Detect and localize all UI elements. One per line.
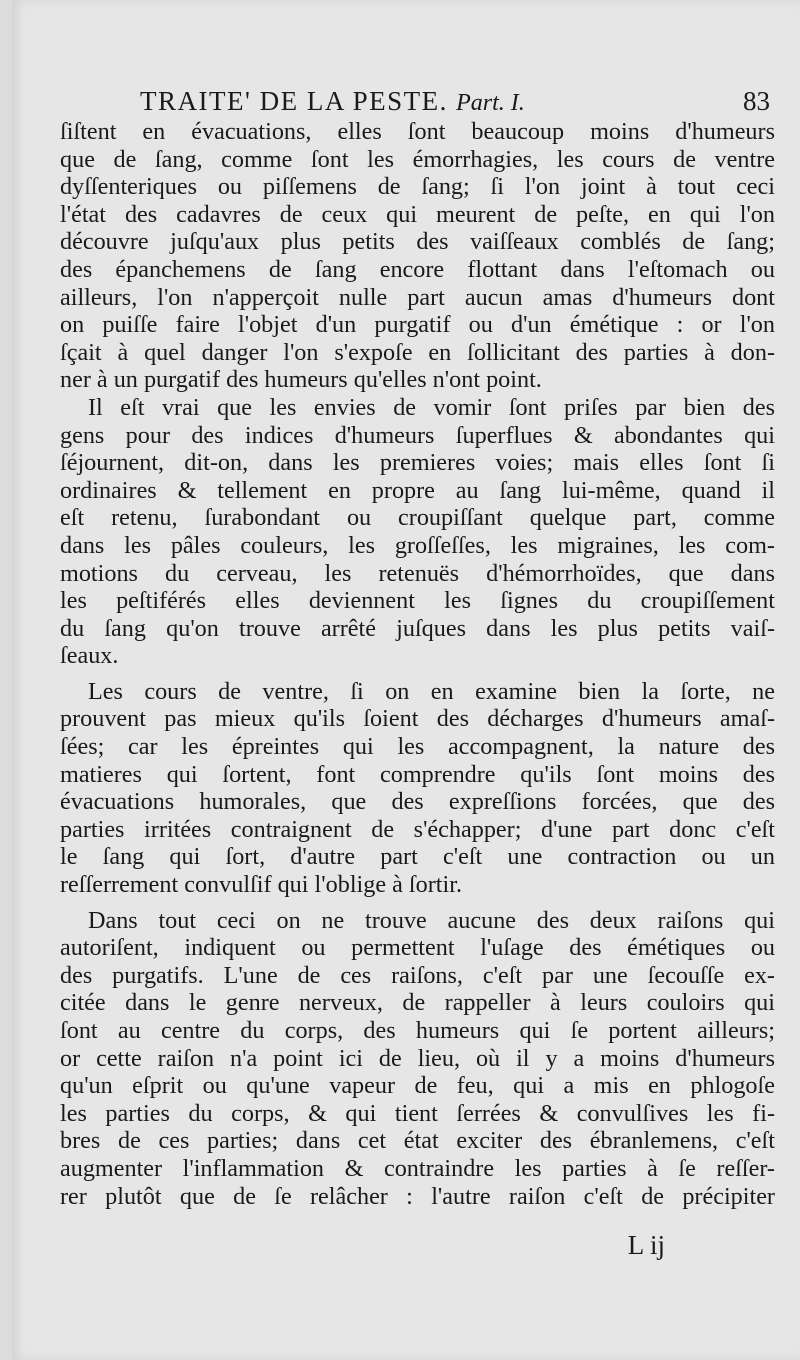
text-line: on puiſſe faire l'objet d'un purgatif ou d'un émétique : or l'on xyxy=(60,311,775,339)
text-line: eſt retenu, ſurabondant ou croupiſſant quelque part, comme xyxy=(60,504,775,532)
running-title xyxy=(140,86,525,117)
text-line: Les cours de ventre, ſi on en examine bien la ſorte, ne xyxy=(88,677,775,705)
text-line: motions du cerveau, les retenuës d'hémorrhoïdes, que dans xyxy=(60,559,775,587)
text-line: les peſtiférés elles deviennent les ſignes du croupiſſement xyxy=(60,587,775,615)
text-line: des épanchemens de ſang encore flottant dans l'eſtomach ou xyxy=(60,255,775,283)
text-line: rer plutôt que de ſe relâcher : l'autre raiſon c'eſt de précipiter xyxy=(60,1182,775,1210)
body-text xyxy=(60,118,775,1210)
text-line: ailleurs, l'on n'apperçoit nulle part aucun amas d'humeurs dont xyxy=(60,283,775,311)
text-line: qu'un eſprit ou qu'une vapeur de feu, qui a mis en phlogoſe xyxy=(60,1072,775,1100)
text-line: dans les pâles couleurs, les groſſeſſes, les migraines, les com- xyxy=(60,531,775,559)
text-line: ner à un purgatif des humeurs qu'elles n'ont point. xyxy=(60,366,542,394)
text-line: évacuations humorales, que des expreſſions forcées, que des xyxy=(60,788,775,816)
text-line: ſeaux. xyxy=(60,642,119,670)
text-line: des purgatifs. L'une de ces raiſons, c'eſt par une ſecouſſe ex- xyxy=(60,961,775,989)
text-line: ſéjournent, dit-on, dans les premieres voies; mais elles ſont ſi xyxy=(60,449,775,477)
text-line: ſçait à quel danger l'on s'expoſe en ſollicitant des parties à don- xyxy=(60,338,775,366)
text-line: l'état des cadavres de ceux qui meurent de peſte, en qui l'on xyxy=(60,200,775,228)
running-title-text: TRAITE' DE LA PESTE. xyxy=(140,86,448,116)
text-line: que de ſang, comme ſont les émorrhagies, les cours de ventre xyxy=(60,145,775,173)
text-line: gens pour des indices d'humeurs ſuperflues & abondantes qui xyxy=(60,421,775,449)
text-line: ordinaires & tellement en propre au ſang lui-même, quand il xyxy=(60,476,775,504)
text-line: les parties du corps, & qui tient ſerrées & convulſives les fi- xyxy=(60,1099,775,1127)
signature-mark: L ij xyxy=(627,1230,665,1260)
page-number: 83 xyxy=(743,86,770,116)
text-line: découvre juſqu'aux plus petits des vaiſſeaux comblés de ſang; xyxy=(60,228,775,256)
paragraph-2 xyxy=(60,394,775,670)
text-line: dyſſenteriques ou piſſemens de ſang; ſi l'on joint à tout ceci xyxy=(60,173,775,201)
text-line: du ſang qu'on trouve arrêté juſques dans les plus petits vaiſ- xyxy=(60,614,775,642)
text-line: le ſang qui ſort, d'autre part c'eſt une contraction ou un xyxy=(60,843,775,871)
text-line: bres de ces parties; dans cet état exciter des ébranlemens, c'eſt xyxy=(60,1127,775,1155)
text-line: parties irritées contraignent de s'échapper; d'une part donc c'eſt xyxy=(60,815,775,843)
text-line: autoriſent, indiquent ou permettent l'uſage des émétiques ou xyxy=(60,934,775,962)
paragraph-4 xyxy=(60,907,775,1211)
paragraph-3 xyxy=(60,678,775,899)
part-label: Part. I. xyxy=(456,90,525,116)
text-line: Dans tout ceci on ne trouve aucune des deux raiſons qui xyxy=(88,906,775,934)
book-page xyxy=(12,0,800,1360)
text-line: ſont au centre du corps, des humeurs qui ſe portent ailleurs; xyxy=(60,1017,775,1044)
text-line: prouvent pas mieux qu'ils ſoient des décharges d'humeurs amaſ- xyxy=(60,705,775,733)
text-line: augmenter l'inflammation & contraindre les parties à ſe reſſer- xyxy=(60,1154,775,1182)
text-line: matieres qui ſortent, font comprendre qu'ils ſont moins des xyxy=(60,760,775,788)
text-line: ſiſtent en évacuations, elles ſont beaucoup moins d'humeurs xyxy=(60,118,775,145)
text-line: citée dans le genre nerveux, de rappeller à leurs couloirs qui xyxy=(60,989,775,1017)
text-line: reſſerrement convulſif qui l'oblige à ſortir. xyxy=(60,871,462,899)
text-line: ſées; car les épreintes qui les accompagnent, la nature des xyxy=(60,733,775,761)
text-line: Il eſt vrai que les envies de vomir ſont priſes par bien des xyxy=(88,393,775,421)
paragraph-1 xyxy=(60,118,775,394)
text-line: or cette raiſon n'a point ici de lieu, où il y a moins d'humeurs xyxy=(60,1044,775,1072)
